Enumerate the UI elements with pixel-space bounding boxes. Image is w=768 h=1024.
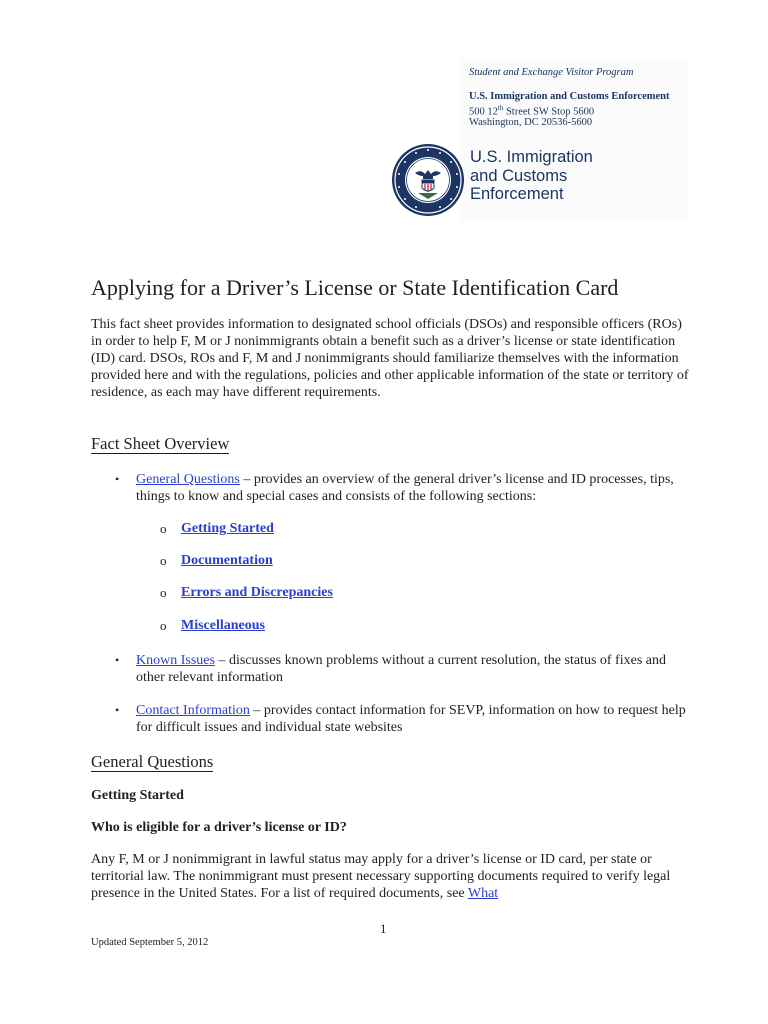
- page-title: Applying for a Driver’s License or State Identification Card: [91, 275, 619, 300]
- getting-started-heading: Getting Started: [91, 788, 184, 803]
- bullet-icon: •: [115, 472, 120, 486]
- address-line-1: 500 12th Street SW Stop 5600: [469, 104, 595, 118]
- errors-and-discrepancies-link[interactable]: Errors and Discrepancies: [181, 585, 333, 600]
- getting-started-link[interactable]: Getting Started: [181, 521, 274, 536]
- overview-heading: Fact Sheet Overview: [91, 434, 230, 453]
- general-questions-link[interactable]: General Questions: [136, 472, 240, 487]
- ice-logo-text: U.S. Immigration and Customs Enforcement: [470, 148, 593, 203]
- bullet-icon: •: [115, 703, 120, 717]
- page-number: 1: [380, 921, 387, 936]
- overview-item-contact-information: Contact Information – provides contact information for SEVP, information on how to request help for difficult issues and individual state websites: [136, 703, 686, 735]
- sub-bullet-icon: o: [160, 618, 167, 633]
- dhs-seal-icon: [391, 143, 465, 217]
- documentation-link[interactable]: Documentation: [181, 553, 273, 568]
- agency-name: U.S. Immigration and Customs Enforcement: [469, 91, 670, 102]
- sub-bullet-icon: o: [160, 521, 167, 536]
- miscellaneous-link[interactable]: Miscellaneous: [181, 618, 265, 633]
- sub-bullet-icon: o: [160, 553, 167, 568]
- eligibility-question: Who is eligible for a driver’s license or ID?: [91, 820, 347, 835]
- what-documents-link[interactable]: What: [467, 886, 499, 901]
- overview-item-known-issues: Known Issues – discusses known problems without a current resolution, the status of fixes and other relevant information: [136, 653, 666, 685]
- contact-information-link[interactable]: Contact Information: [136, 703, 250, 718]
- footer-updated-date: Updated September 5, 2012: [91, 937, 209, 948]
- sub-bullet-icon: o: [160, 585, 167, 600]
- general-questions-heading: General Questions: [91, 752, 214, 771]
- overview-item-general-questions: General Questions – provides an overview of the general driver’s license and ID processes, tips, things to know and special cases and consists of the following sections:: [136, 472, 674, 504]
- intro-paragraph: This fact sheet provides information to designated school officials (DSOs) and responsible officers (ROs) in order to help F, M or J nonimmigrants obtain a benefit such as a driver’s license or state identification (ID) card. DSOs, ROs and F, M and J nonimmigrants should familiarize themselves with the information provided here and with the regulations, policies and other applicable information of the state or territory of residence, as each may have different requirements.: [91, 317, 689, 400]
- known-issues-link[interactable]: Known Issues: [136, 653, 215, 668]
- eligibility-answer: Any F, M or J nonimmigrant in lawful status may apply for a driver’s license or ID card, per state or territorial law. The nonimmigrant must present necessary supporting documents required to verify legal presence in the United States. For a list of required documents, see What: [91, 852, 671, 901]
- program-name: Student and Exchange Visitor Program: [469, 67, 634, 78]
- address-line-2: Washington, DC 20536-5600: [469, 117, 593, 128]
- bullet-icon: •: [115, 653, 120, 667]
